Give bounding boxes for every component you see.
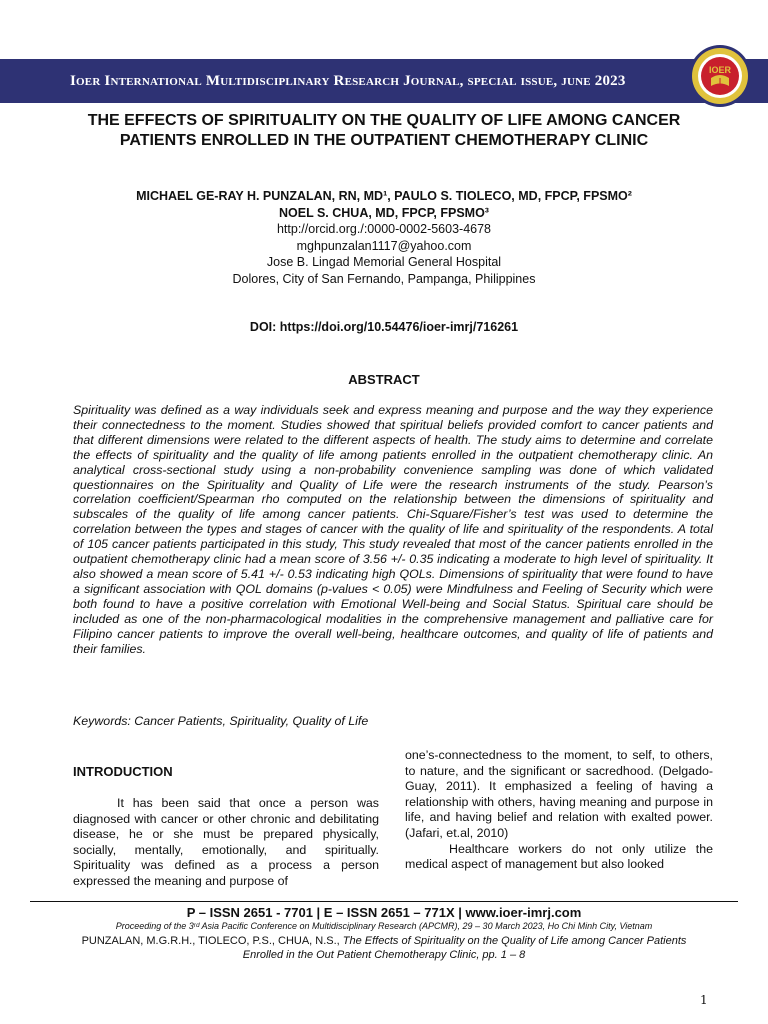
journal-seal-icon (688, 44, 752, 108)
abstract-text: Spirituality was defined as a way individuals seek and express meaning and purpose and the way they experience their connectedness to the moment. Studies showed that spiritual beliefs provided comfort to cancer patients and that different dimensions were related to the different aspects of health. The study aims to determine and correlate the effects of spirituality and the quality of life among patients enrolled in the outpatient chemotherapy clinic. An analytical cross-sectional study using a non-probability convenience sampling was done of which validated questionnaires on the Spirituality and Quality of Life were the research instruments of the study. Pearson’s correlation coefficient/Spearman rho computed on the relationship between the dimensions of spirituality and subscales of the quality of life among cancer patients. Chi-Square/Fisher’s test was used to determine the correlation between the types and stages of cancer with the quality of life and spirituality of the respondents. A total of 105 cancer patients participated in this study, This study revealed that most of the cancer patients enrolled in the outpatient chemotherapy clinic had a mean score of 3.56 +/- 0.35 indicating a moderate to high level of spirituality. It also showed a mean score of 5.41 +/- 0.53 indicating high QOLs. Dimensions of spirituality that were found to have a significant association with QOL domains (p-values < 0.05) were Mindfulness and Feeling of Security which were both found to have a positive correlation with Emotional Well-being and Social Status. Spiritual care should be included as one of the non-pharmacological modalities in the comprehensive management and palliative care for Filipino cancer patients to improve the overall well-being, healthcare outcomes, and quality of life of patients and their families. (73, 403, 713, 656)
citation-title: The Effects of Spirituality on the Quality of Life among Cancer Patients Enrolled in the Out Patient Chemotherapy Clinic, pp. 1 – 8 (242, 935, 687, 961)
author-block (60, 188, 708, 287)
authors-line-2: NOEL S. CHUA, MD, FPCP, FPSMO³ (279, 205, 489, 220)
citation-authors: PUNZALAN, M.G.R.H., TIOLECO, P.S., CHUA, N.S., (81, 935, 343, 947)
journal-banner (0, 59, 768, 103)
logo-text: IOER (708, 65, 732, 75)
citation (60, 934, 708, 962)
authors-line-1: MICHAEL GE-RAY H. PUNZALAN, RN, MD¹, PAULO S. TIOLECO, MD, FPCP, FPSMO² (136, 189, 632, 203)
paper-title: THE EFFECTS OF SPIRITUALITY ON THE QUALITY OF LIFE AMONG CANCER PATIENTS ENROLLED IN THE OUTPATIENT CHEMOTHERAPY CLINIC (87, 112, 681, 149)
keywords: Keywords: Cancer Patients, Spirituality, Quality of Life (73, 714, 369, 728)
journal-title: Ioer International Multidisciplinary Research Journal, special issue, june 2023 (70, 73, 626, 89)
proceeding-line: Proceeding of the 3ʳᵈ Asia Pacific Conference on Multidisciplinary Research (APCMR), 29 – 30 March 2023, Ho Chi Minh City, Vietnam (115, 921, 653, 931)
author-email[interactable]: mghpunzalan1117@yahoo.com (296, 238, 472, 253)
address: Dolores, City of San Fernando, Pampanga, Philippines (232, 271, 536, 286)
intro-left-column: It has been said that once a person was diagnosed with cancer or other chronic and debilitating disease, he or she must be prepared physically, socially, mentally, emotionally, and spiritually. Spirituality was defined as a process a person expressed the meaning and purpose of (73, 796, 379, 888)
page-number: 1 (700, 993, 708, 1007)
abstract-heading: ABSTRACT (348, 372, 420, 387)
orcid-link[interactable]: http://orcid.org./:0000-0002-5603-4678 (276, 222, 492, 236)
intro-right-column (405, 748, 713, 873)
intro-right-paragraph-1: one’s-connectedness to the moment, to self, to others, to nature, and the significant or sacredhood. (Delgado-Guay, 2011). It emphasized a feeling of having a relationship with others, having meaning and purpose in life, and having belief and relation with exalted power. (Jafari, et.al, 2010) (405, 748, 713, 840)
affiliation: Jose B. Lingad Memorial General Hospital (266, 255, 502, 269)
doi-link[interactable]: DOI: https://doi.org/10.54476/ioer-imrj/716261 (249, 320, 519, 334)
introduction-heading: INTRODUCTION (73, 764, 173, 779)
footer-divider (30, 901, 738, 902)
intro-right-paragraph-2: Healthcare workers do not only utilize the medical aspect of management but also looked (405, 841, 713, 872)
issn-line: P – ISSN 2651 - 7701 | E – ISSN 2651 – 771X | www.ioer-imrj.com (186, 905, 582, 920)
